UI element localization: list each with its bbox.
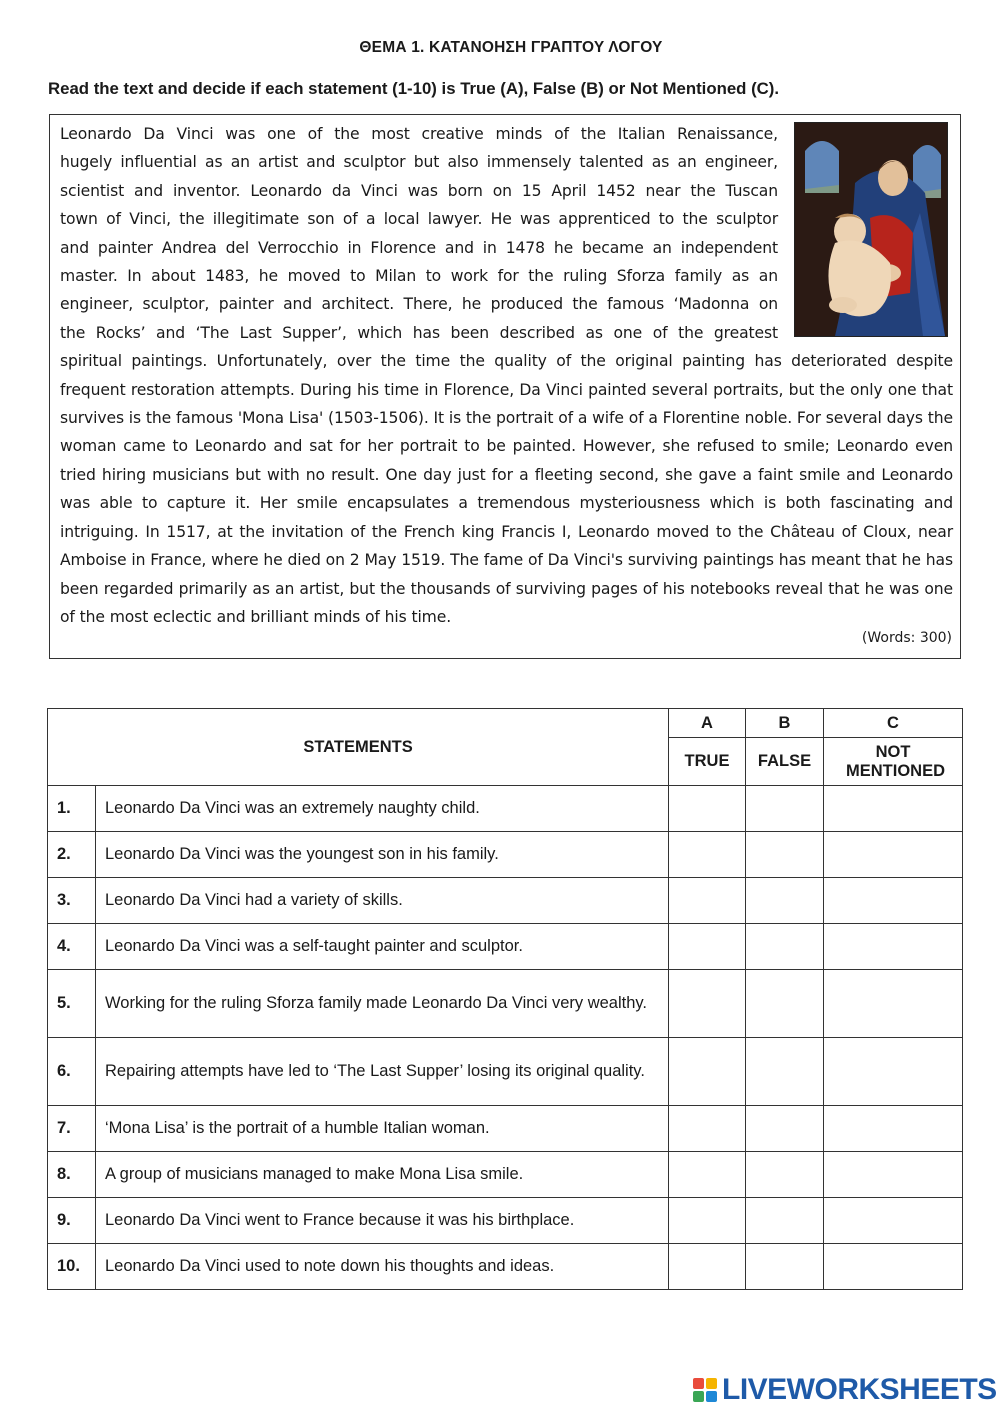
answer-cell-c[interactable] <box>824 1244 963 1290</box>
passage-line: Leonardo Da Vinci was one of the most creative minds of the Italian Renaissance, <box>60 125 778 143</box>
column-letter-c: C <box>824 709 963 738</box>
statement-text: Working for the ruling Sforza family made Leonardo Da Vinci very wealthy. <box>96 970 669 1038</box>
answer-cell-c[interactable] <box>824 832 963 878</box>
passage-line: and painter Andrea del Verrocchio in Florence and in 1478 he became an independent <box>60 238 778 257</box>
passage-line: scientist and inventor. Leonardo da Vinci was born on 15 April 1452 near the Tuscan <box>60 181 778 200</box>
table-row <box>48 970 963 1038</box>
statement-number: 1. <box>48 786 96 832</box>
table-row <box>48 786 963 832</box>
answer-cell-b[interactable] <box>746 1106 824 1152</box>
statement-text: Leonardo Da Vinci was a self-taught painter and sculptor. <box>96 924 669 970</box>
answer-cell-c[interactable] <box>824 1038 963 1106</box>
column-letter-b: B <box>746 709 824 738</box>
answer-cell-a[interactable] <box>669 1152 746 1198</box>
statement-text: A group of musicians managed to make Mona Lisa smile. <box>96 1152 669 1198</box>
answer-cell-b[interactable] <box>746 1244 824 1290</box>
statement-text: Leonardo Da Vinci was the youngest son in his family. <box>96 832 669 878</box>
table-row <box>48 1038 963 1106</box>
word-count: (Words: 300) <box>861 630 952 646</box>
answer-cell-c[interactable] <box>824 878 963 924</box>
answer-cell-c[interactable] <box>824 924 963 970</box>
passage-rest: spiritual paintings. Unfortunately, over the time the quality of the original painting has deteriorated despite frequent restoration attempts. During his time in Florence, Da Vinci painted several portraits, but the only one that survives is the famous 'Mona Lisa' (1503-1506). It is the portrait of a wife of a Florentine noble. For several days the woman came to Leonardo and sat for her portrait to be painted. However, she refused to smile; Leonardo even tried hiring musicians but with no result. One day just for a fleeting second, she gave a faint smile and Leonardo was able to capture it. Her smile encapsulates a tremendous mysteriousness which is both fascinating and intriguing. In 1517, at the invitation of the French king Francis I, Leonardo moved to the Château of Cloux, near Amboise in France, where he died on 2 May 1519. The fame of Da Vinci's surviving paintings has meant that he has been regarded primarily as an artist, but the thousands of surviving pages of his notebooks reveal that he was one of the most eclectic and brilliant minds of his time. <box>60 352 953 626</box>
answer-cell-a[interactable] <box>669 1038 746 1106</box>
answer-cell-a[interactable] <box>669 970 746 1038</box>
statement-number: 7. <box>48 1106 96 1152</box>
answer-cell-b[interactable] <box>746 1152 824 1198</box>
statement-number: 6. <box>48 1038 96 1106</box>
answer-cell-c[interactable] <box>824 786 963 832</box>
statement-number: 5. <box>48 970 96 1038</box>
table-row <box>48 924 963 970</box>
page-title: ΘΕΜΑ 1. ΚΑΤΑΝΟΗΣΗ ΓΡΑΠΤΟΥ ΛΟΓΟΥ <box>359 39 663 56</box>
answer-cell-a[interactable] <box>669 878 746 924</box>
table-row <box>48 1244 963 1290</box>
answer-cell-a[interactable] <box>669 786 746 832</box>
instruction: Read the text and decide if each statement (1-10) is True (A), False (B) or Not Mentioned (C). <box>48 79 780 98</box>
answer-cell-a[interactable] <box>669 1198 746 1244</box>
answer-cell-a[interactable] <box>669 1244 746 1290</box>
answer-cell-c[interactable] <box>824 1152 963 1198</box>
liveworksheets-logo-icon <box>693 1378 717 1402</box>
passage-line: master. In about 1483, he moved to Milan to work for the ruling Sforza family as an <box>60 267 778 286</box>
answer-cell-b[interactable] <box>746 832 824 878</box>
column-label-not-mentioned: NOT MENTIONED <box>824 738 963 786</box>
answer-cell-a[interactable] <box>669 1106 746 1152</box>
answer-cell-c[interactable] <box>824 1198 963 1244</box>
answer-cell-b[interactable] <box>746 878 824 924</box>
answer-cell-b[interactable] <box>746 924 824 970</box>
answer-cell-c[interactable] <box>824 1106 963 1152</box>
table-row <box>48 1106 963 1152</box>
answer-cell-c[interactable] <box>824 970 963 1038</box>
answer-cell-a[interactable] <box>669 832 746 878</box>
table-row <box>48 878 963 924</box>
statements-header: STATEMENTS <box>48 709 669 786</box>
statements-table <box>47 708 963 1290</box>
passage-line: the Rocks’ and ‘The Last Supper’, which has been described as one of the greatest <box>60 323 778 342</box>
statement-text: Repairing attempts have led to ‘The Last Supper’ losing its original quality. <box>96 1038 669 1106</box>
passage-line: town of Vinci, the illegitimate son of a local lawyer. He was apprenticed to the sculptor <box>60 210 778 229</box>
statement-number: 10. <box>48 1244 96 1290</box>
column-label-true: TRUE <box>669 738 746 786</box>
statement-number: 4. <box>48 924 96 970</box>
passage-box <box>49 114 961 659</box>
madonna-painting-image <box>794 122 948 337</box>
table-row <box>48 1198 963 1244</box>
answer-cell-b[interactable] <box>746 1198 824 1244</box>
statement-number: 3. <box>48 878 96 924</box>
table-row <box>48 832 963 878</box>
answer-cell-a[interactable] <box>669 924 746 970</box>
statement-text: ‘Mona Lisa’ is the portrait of a humble Italian woman. <box>96 1106 669 1152</box>
statement-text: Leonardo Da Vinci was an extremely naughty child. <box>96 786 669 832</box>
column-label-false: FALSE <box>746 738 824 786</box>
statement-number: 2. <box>48 832 96 878</box>
statement-text: Leonardo Da Vinci went to France because it was his birthplace. <box>96 1198 669 1244</box>
statement-text: Leonardo Da Vinci used to note down his thoughts and ideas. <box>96 1244 669 1290</box>
liveworksheets-logo-text: LIVEWORKSHEETS <box>722 1373 997 1406</box>
column-letter-a: A <box>669 709 746 738</box>
table-row <box>48 1152 963 1198</box>
passage-line: hugely influential as an artist and sculptor but also immensely talented as an engineer, <box>60 153 778 172</box>
passage-line: engineer, sculptor, painter and architect. There, he produced the famous ‘Madonna on <box>60 295 778 314</box>
answer-cell-b[interactable] <box>746 786 824 832</box>
liveworksheets-logo <box>693 1373 997 1407</box>
answer-cell-b[interactable] <box>746 970 824 1038</box>
answer-cell-b[interactable] <box>746 1038 824 1106</box>
statement-text: Leonardo Da Vinci had a variety of skills. <box>96 878 669 924</box>
statement-number: 9. <box>48 1198 96 1244</box>
statement-number: 8. <box>48 1152 96 1198</box>
